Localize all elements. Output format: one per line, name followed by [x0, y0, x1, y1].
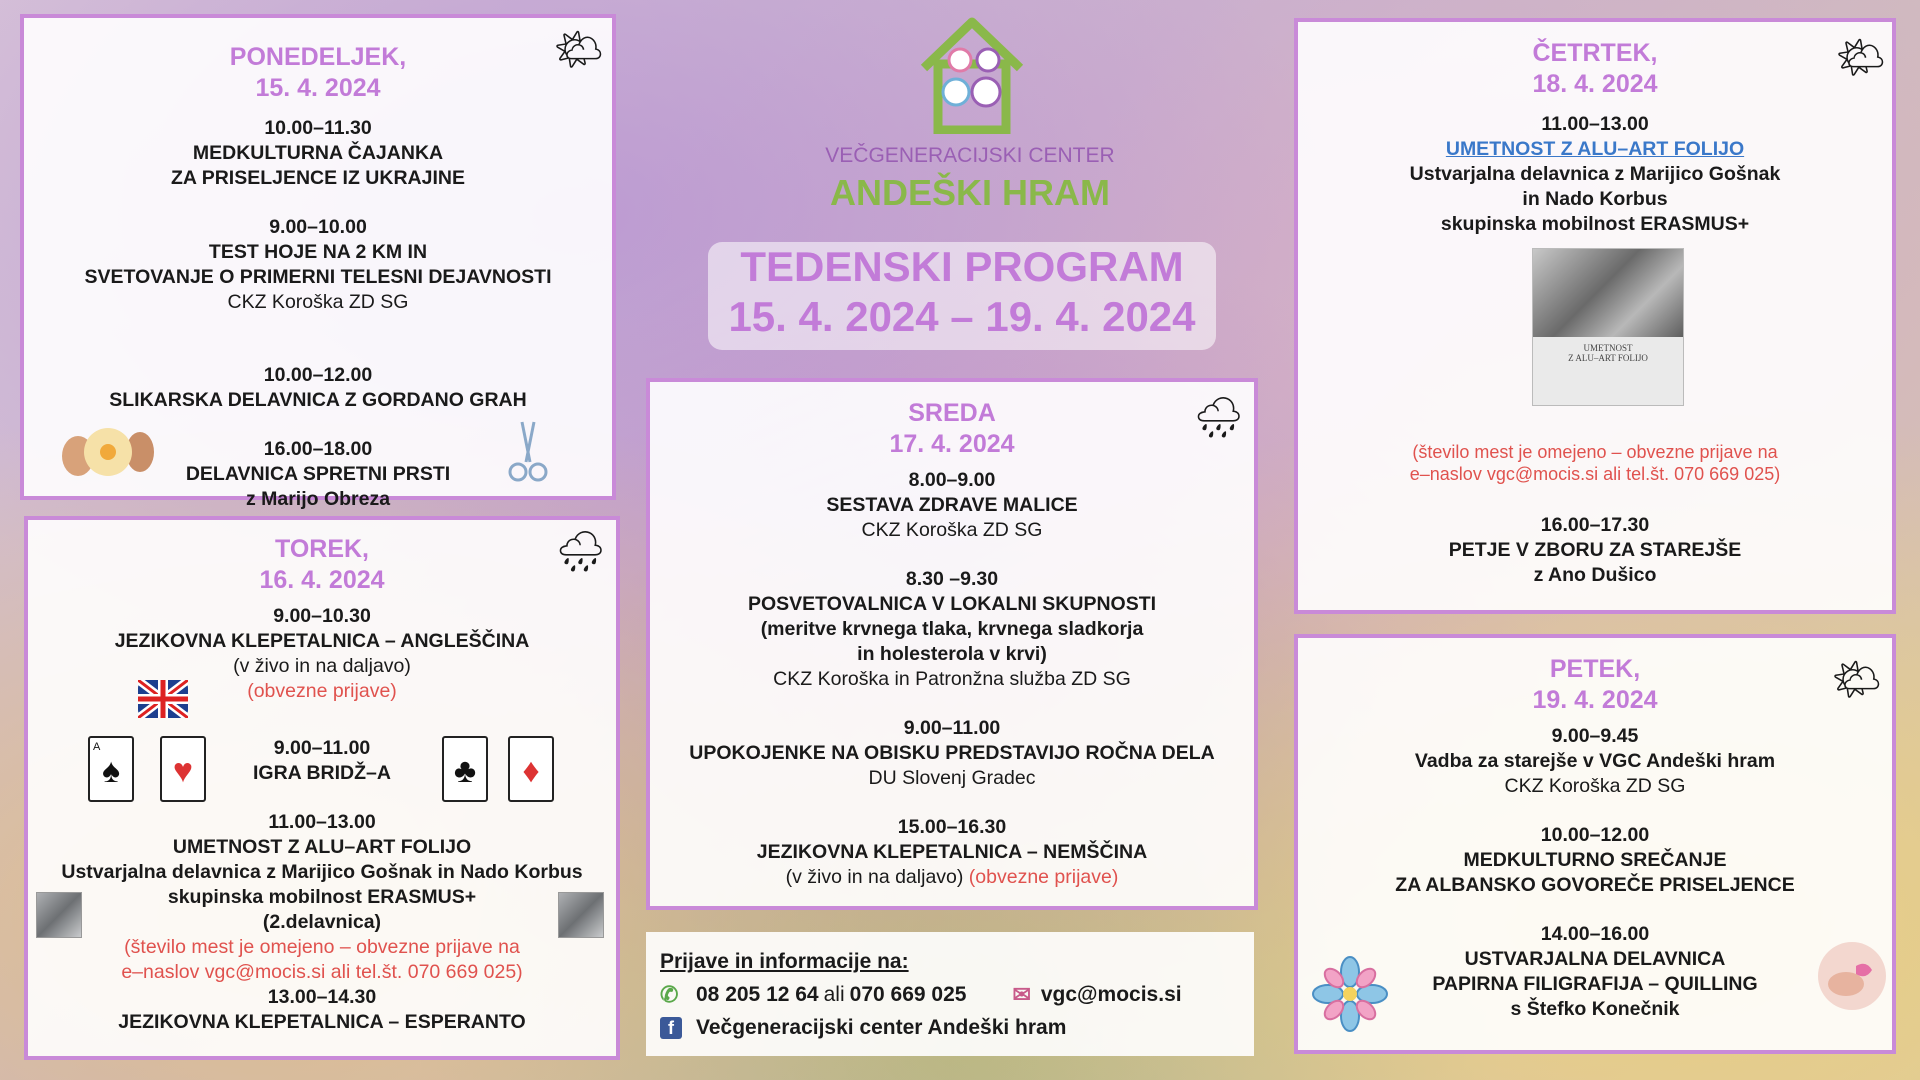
- event-time: 8.30 –9.30: [905, 568, 999, 590]
- title-line-1: TEDENSKI PROGRAM: [740, 243, 1184, 290]
- event-time: 14.00–16.00: [1540, 923, 1650, 945]
- event-time: 16.00–18.00: [263, 438, 373, 460]
- monday-panel: [20, 14, 616, 510]
- event-title: ZA PRISELJENCE IZ UKRAJINE: [171, 167, 465, 189]
- event-time: 9.00–10.00: [269, 216, 367, 238]
- day-date: 18. 4. 2024: [1532, 70, 1658, 98]
- logo-line-1: VEČGENERACIJSKI CENTER: [825, 144, 1115, 167]
- event-time: 11.00–13.00: [268, 811, 376, 833]
- contact-heading: Prijave in informacije na:: [660, 950, 909, 973]
- event-title: JEZIKOVNA KLEPETALNICA – ESPERANTO: [118, 1011, 526, 1033]
- scissors-icon: [506, 418, 550, 484]
- phone-separator: ali: [823, 983, 845, 1006]
- facebook-row: [660, 1016, 1254, 1040]
- event-time: 9.00–11.00: [273, 737, 371, 759]
- logo-house-icon: [918, 16, 1026, 134]
- sun-cloud-icon: 🌤: [553, 28, 604, 72]
- event-time: 9.00–10.30: [273, 605, 371, 627]
- event-title: JEZIKOVNA KLEPETALNICA – NEMŠČINA: [756, 841, 1148, 863]
- card-suit: ♥: [172, 752, 194, 790]
- facebook-icon: f: [660, 1017, 682, 1039]
- event-time: 16.00–17.30: [1540, 514, 1650, 536]
- spade-card-icon: [88, 736, 134, 802]
- quilling-hand-icon: [1816, 940, 1888, 1012]
- registration-note: (število mest je omejeno – obvezne prijave na: [1412, 442, 1778, 462]
- card-suit: ♦: [522, 752, 540, 790]
- event-time: 9.00–9.45: [1551, 725, 1639, 747]
- mail-icon: ✉: [1012, 982, 1031, 1007]
- event-time: 9.00–11.00: [903, 717, 1001, 739]
- event-host: s Štefko Konečnik: [1510, 998, 1680, 1020]
- day-name: ČETRTEK,: [1532, 39, 1658, 67]
- contact-email[interactable]: vgc@mocis.si: [1040, 983, 1182, 1006]
- event-time: 8.00–9.00: [908, 469, 996, 491]
- tuesday-panel: [24, 516, 620, 1060]
- registration-note: e–naslov vgc@mocis.si ali tel.št. 070 669 025): [121, 961, 523, 983]
- event-title: ZA ALBANSKO GOVOREČE PRISELJENCE: [1395, 874, 1795, 896]
- event-description: in holesterola v krvi): [857, 643, 1047, 665]
- event-title: UPOKOJENKE NA OBISKU PREDSTAVIJO ROČNA DELA: [689, 742, 1215, 764]
- day-name: TOREK,: [275, 535, 369, 563]
- day-name: PONEDELJEK,: [229, 43, 407, 71]
- page-title: [708, 242, 1216, 350]
- event-organizer: CKZ Koroška in Patronžna služba ZD SG: [773, 668, 1131, 690]
- registration-note: e–naslov vgc@mocis.si ali tel.št. 070 669 025): [1409, 464, 1781, 484]
- title-line-2: 15. 4. 2024 – 19. 4. 2024: [728, 293, 1196, 340]
- event-title: PAPIRNA FILIGRAFIJA – QUILLING: [1432, 973, 1758, 995]
- card-rank: A: [93, 741, 101, 753]
- event-description: (meritve krvnega tlaka, krvnega sladkorja: [760, 618, 1144, 640]
- event-organizer: CKZ Koroška ZD SG: [1504, 775, 1686, 797]
- event-poster: [1532, 248, 1684, 406]
- poster-image: [1533, 249, 1683, 337]
- day-name: SREDA: [908, 399, 996, 427]
- club-card-icon: [442, 736, 488, 802]
- day-date: 19. 4. 2024: [1532, 686, 1658, 714]
- event-organizer: CKZ Koroška ZD SG: [227, 291, 409, 313]
- rain-cloud-icon: 🌧: [555, 530, 606, 574]
- thursday-panel: [1294, 18, 1896, 614]
- event-organizer: CKZ Koroška ZD SG: [861, 519, 1043, 541]
- event-time: 10.00–11.30: [264, 117, 372, 139]
- event-title: Vadba za starejše v VGC Andeški hram: [1414, 750, 1776, 772]
- poster-title: UMETNOST: [1583, 343, 1633, 353]
- event-note: (v živo in na daljavo): [233, 655, 411, 677]
- event-title: USTVARJALNA DELAVNICA: [1464, 948, 1726, 970]
- contact-box: [646, 932, 1254, 1056]
- event-title: SLIKARSKA DELAVNICA Z GORDANO GRAH: [109, 389, 527, 411]
- logo-line-2: ANDEŠKI HRAM: [829, 172, 1110, 213]
- event-host: z Ano Dušico: [1533, 564, 1657, 586]
- event-description: in Nado Korbus: [1522, 188, 1668, 210]
- event-description: skupinska mobilnost ERASMUS+: [1440, 213, 1750, 235]
- event-title: DELAVNICA SPRETNI PRSTI: [185, 463, 451, 485]
- sun-cloud-icon: 🌤: [1831, 658, 1882, 702]
- event-title: UMETNOST Z ALU–ART FOLIJO: [172, 836, 472, 858]
- event-title: MEDKULTURNO SREČANJE: [1463, 849, 1727, 871]
- registration-note: (obvezne prijave): [247, 680, 397, 702]
- day-date: 15. 4. 2024: [255, 74, 381, 102]
- event-description: Ustvarjalna delavnica z Marijico Gošnak in Nado Korbus: [61, 861, 583, 883]
- phone-row: [660, 982, 1254, 1008]
- event-description: Ustvarjalna delavnica z Marijico Gošnak: [1409, 163, 1781, 185]
- event-time: 15.00–16.30: [897, 816, 1007, 838]
- event-time: 11.00–13.00: [1541, 113, 1649, 135]
- event-title: SVETOVANJE O PRIMERNI TELESNI DEJAVNOSTI: [84, 266, 552, 288]
- rain-cloud-icon: 🌧: [1193, 396, 1244, 440]
- event-note: [650, 865, 1254, 890]
- event-title: PETJE V ZBORU ZA STAREJŠE: [1448, 539, 1742, 561]
- event-organizer: DU Slovenj Gradec: [868, 767, 1036, 789]
- phone-2[interactable]: 070 669 025: [849, 983, 967, 1006]
- event-time: 10.00–12.00: [263, 364, 373, 386]
- event-title: MEDKULTURNA ČAJANKA: [192, 142, 444, 164]
- heart-card-icon: [160, 736, 206, 802]
- event-title: SESTAVA ZDRAVE MALICE: [826, 494, 1078, 516]
- poster-subtitle: Z ALU–ART FOLIJO: [1568, 353, 1648, 363]
- registration-note: (obvezne prijave): [968, 866, 1119, 888]
- event-time: 13.00–14.30: [267, 986, 377, 1008]
- event-description: skupinska mobilnost ERASMUS+: [167, 886, 477, 908]
- event-note-mode: (v živo in na daljavo): [785, 866, 964, 888]
- facebook-page[interactable]: Večgeneracijski center Andeški hram: [696, 1016, 1067, 1039]
- event-time: 10.00–12.00: [1540, 824, 1650, 846]
- quilling-flower-icon: [1312, 956, 1388, 1032]
- registration-note: (število mest je omejeno – obvezne prijave na: [124, 936, 520, 958]
- event-title: POSVETOVALNICA V LOKALNI SKUPNOSTI: [747, 593, 1157, 615]
- phone-icon: ✆: [660, 982, 679, 1007]
- hands-flower-icon: [58, 424, 158, 480]
- event-title: IGRA BRIDŽ–A: [253, 762, 391, 784]
- diamond-card-icon: [508, 736, 554, 802]
- alu-art-thumbnail: [36, 892, 82, 938]
- event-title: JEZIKOVNA KLEPETALNICA – ANGLEŠČINA: [114, 630, 530, 652]
- day-date: 17. 4. 2024: [889, 430, 1015, 458]
- sun-cloud-icon: 🌤: [1835, 36, 1886, 80]
- alu-art-thumbnail: [558, 892, 604, 938]
- friday-panel: [1294, 634, 1896, 1054]
- event-link[interactable]: UMETNOST Z ALU–ART FOLIJO: [1445, 138, 1745, 160]
- day-name: PETEK,: [1549, 655, 1641, 683]
- event-host: z Marijo Obreza: [245, 488, 391, 510]
- event-description: (2.delavnica): [262, 911, 382, 933]
- phone-1[interactable]: 08 205 12 64: [696, 983, 819, 1006]
- wednesday-panel: [646, 378, 1258, 910]
- day-date: 16. 4. 2024: [259, 566, 385, 594]
- uk-flag-icon: [138, 680, 188, 718]
- event-title: TEST HOJE NA 2 KM IN: [208, 241, 428, 263]
- card-suit: ♠: [101, 752, 121, 790]
- card-suit: ♣: [453, 752, 477, 790]
